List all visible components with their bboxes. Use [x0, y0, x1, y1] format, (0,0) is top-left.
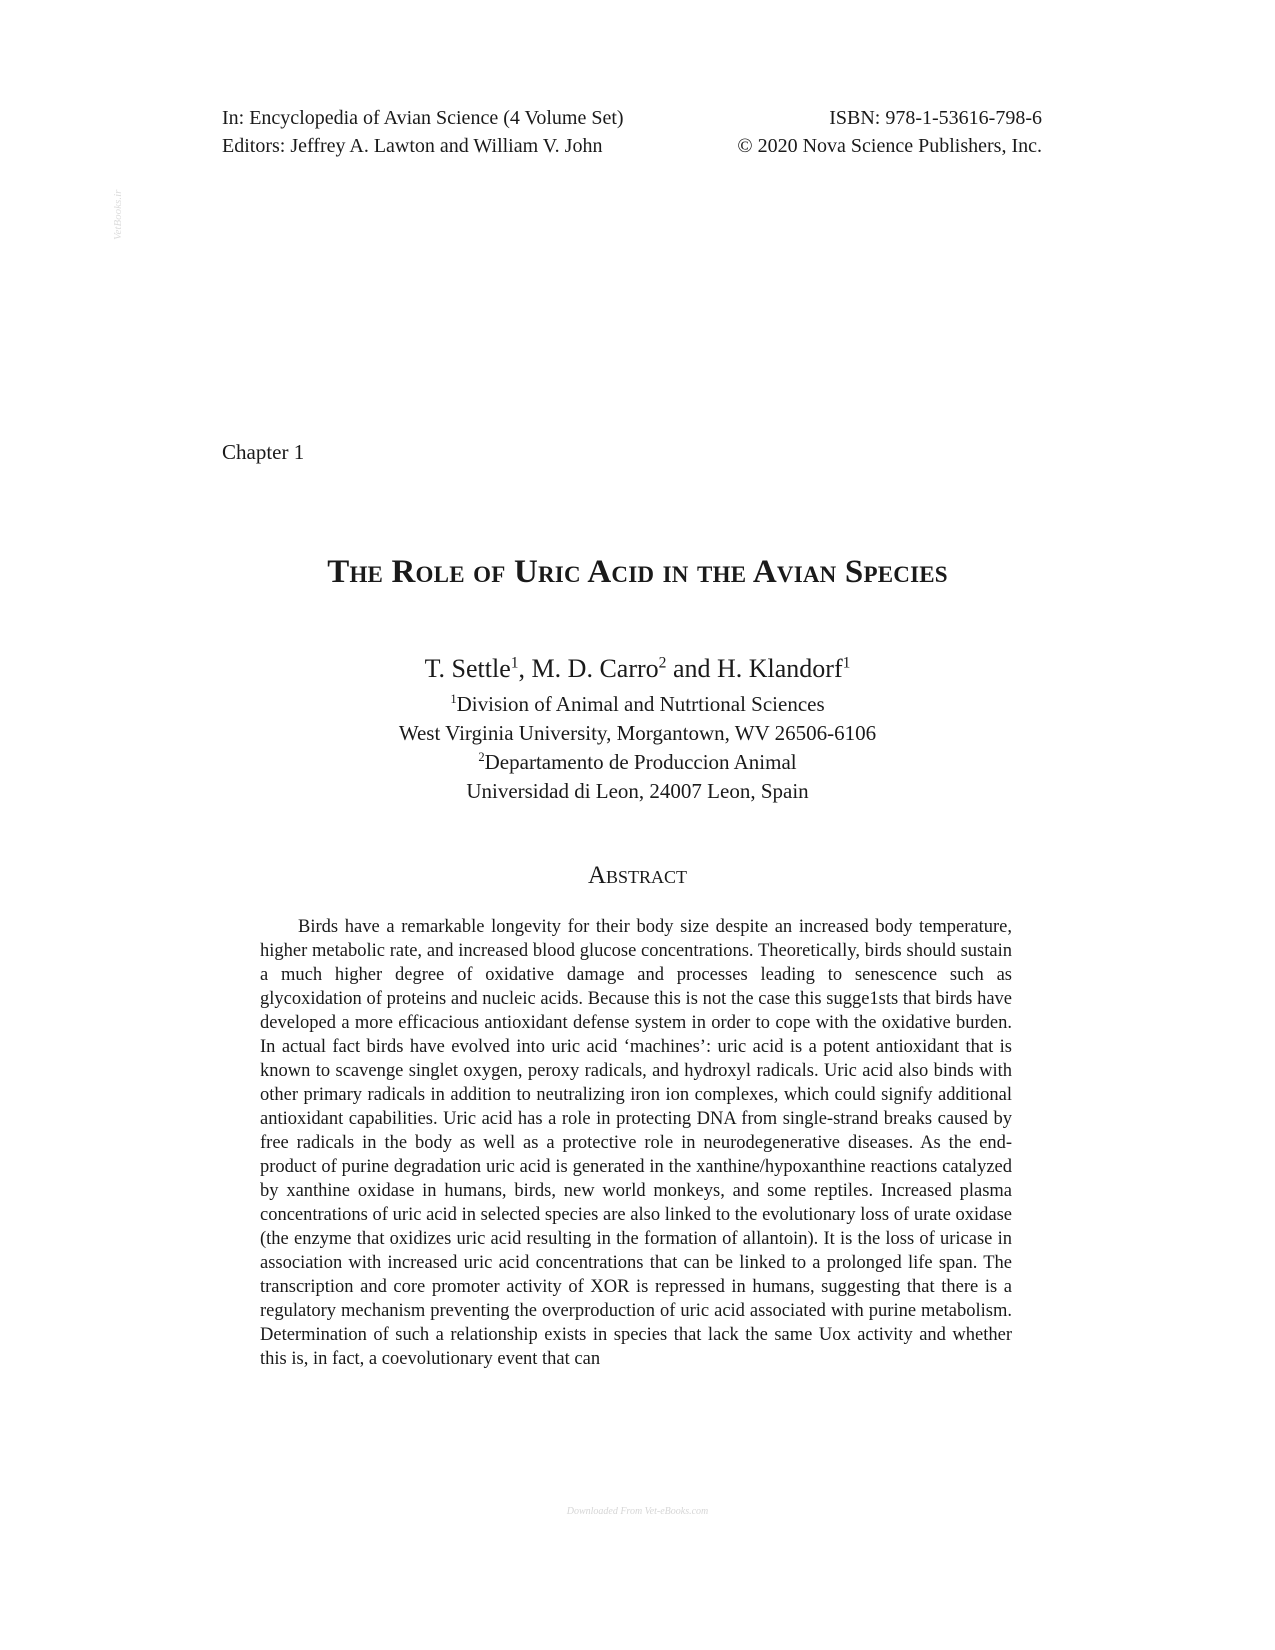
affiliation-marker: 1 — [450, 692, 457, 706]
affiliation-marker: 2 — [478, 750, 485, 764]
affiliations — [0, 690, 1275, 806]
abstract-paragraph: Birds have a remarkable longevity for their body size despite an increased body temperature, higher metabolic rate, and increased blood glucose concentrations. Theoretically, birds should sustain a much higher degree of oxidative damage and processes leading to senescence such as glycoxidation of proteins and nucleic acids. Because this is not the case this sugge1sts that birds have developed a more efficacious antioxidant defense system in order to cope with the oxidative burden. In actual fact birds have evolved into uric acid ‘machines’: uric acid is a potent antioxidant that is known to scavenge singlet oxygen, peroxy radicals, and hydroxyl radicals. Uric acid also binds with other primary radicals in addition to neutralizing iron ion complexes, which could signify additional antioxidant capabilities. Uric acid has a role in protecting DNA from single-strand breaks caused by free radicals in the body as well as a protective role in neurodegenerative diseases. As the end-product of purine degradation uric acid is generated in the xanthine/hypoxanthine reactions catalyzed by xanthine oxidase in humans, birds, new world monkeys, and some reptiles. Increased plasma concentrations of uric acid in selected species are also linked to the evolutionary loss of urate oxidase (the enzyme that oxidizes uric acid resulting in the formation of allantoin). It is the loss of uricase in association with increased uric acid concentrations that can be linked to a prolonged life span. The transcription and core promoter activity of XOR is repressed in humans, suggesting that there is a regulatory mechanism preventing the overproduction of uric acid associated with purine metabolism. Determination of such a relationship exists in species that lack the same Uox activity and whether this is, in fact, a coevolutionary event that can — [260, 917, 1012, 1369]
affiliation-1-line-2: West Virginia University, Morgantown, WV 26506-6106 — [398, 721, 877, 745]
chapter-label: Chapter 1 — [222, 440, 305, 464]
header-row-1 — [222, 104, 1042, 132]
affiliation-2-line-2: Universidad di Leon, 24007 Leon, Spain — [466, 779, 809, 803]
book-title: In: Encyclopedia of Avian Science (4 Volume Set) — [222, 107, 624, 129]
affiliation-text: Division of Animal and Nutrtional Sciences — [456, 692, 825, 716]
author-name: H. Klandorf — [716, 654, 843, 683]
author-name: M. D. Carro — [531, 654, 659, 683]
footer-watermark: Downloaded From Vet-eBooks.com — [566, 1506, 709, 1517]
running-header — [222, 104, 1042, 160]
header-row-2 — [222, 132, 1042, 160]
author-line — [0, 654, 1275, 684]
affiliation-marker: 1 — [842, 654, 851, 672]
copyright: © 2020 Nova Science Publishers, Inc. — [737, 135, 1042, 157]
author-separator: , — [518, 654, 532, 683]
author-name: T. Settle — [424, 654, 511, 683]
side-watermark: VetBooks.ir — [112, 189, 124, 240]
editors: Editors: Jeffrey A. Lawton and William V. John — [222, 135, 603, 157]
abstract-body — [260, 915, 1012, 1371]
affiliation-marker: 1 — [510, 654, 519, 672]
author-separator: and — [666, 654, 717, 683]
chapter-title: The Role of Uric Acid in the Avian Species — [327, 554, 948, 590]
affiliation-1-line-1 — [0, 690, 1275, 719]
abstract-heading: Abstract — [587, 862, 688, 889]
affiliation-text: Departamento de Produccion Animal — [484, 750, 797, 774]
isbn: ISBN: 978-1-53616-798-6 — [829, 107, 1042, 129]
affiliation-2-line-1 — [0, 748, 1275, 777]
affiliation-marker: 2 — [658, 654, 667, 672]
